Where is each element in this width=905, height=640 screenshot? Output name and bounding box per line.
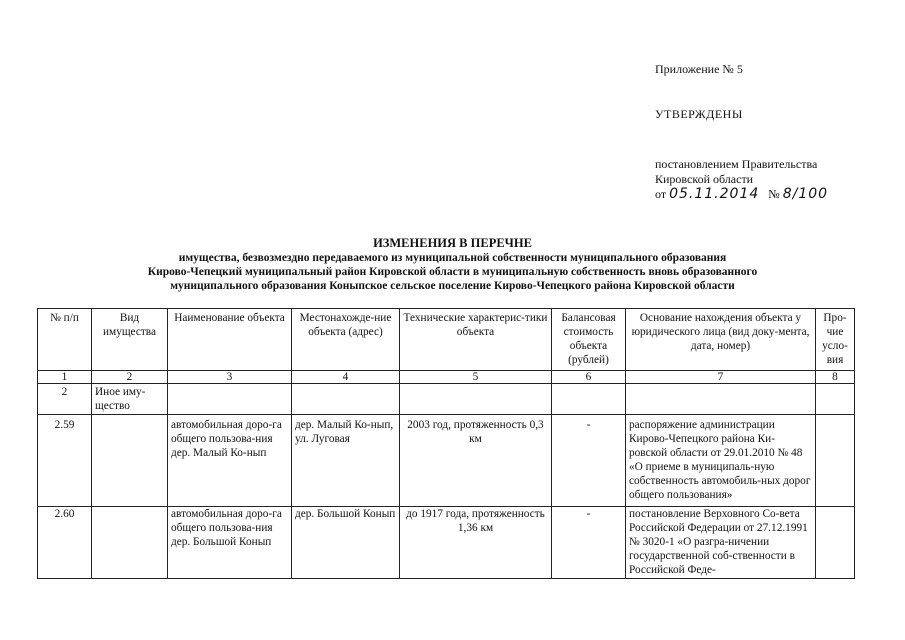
row-number: 2.59	[38, 415, 92, 507]
column-number: 4	[292, 371, 400, 384]
row-number: 2.60	[38, 507, 92, 579]
object-address: дер. Большой Конып	[292, 507, 400, 579]
balance-value: -	[552, 415, 626, 507]
object-name: автомобильная доро-га общего пользова-ния дер. Малый Ко-нып	[168, 415, 292, 507]
header-cell: Про-чие усло-вия	[816, 309, 855, 371]
from-prefix: от	[655, 187, 667, 201]
column-number: 6	[552, 371, 626, 384]
object-address: дер. Малый Ко-нып, ул. Луговая	[292, 415, 400, 507]
handwritten-number: 8/100	[782, 186, 829, 202]
header-cell: № п/п	[38, 309, 92, 371]
other-conditions	[816, 507, 855, 579]
title-heading: ИЗМЕНЕНИЯ В ПЕРЕЧНЕ	[373, 236, 532, 250]
section-kind: Иное иму-щество	[92, 384, 168, 415]
handwritten-date: 05.11.2014	[669, 186, 760, 202]
header-cell: Вид имущества	[92, 309, 168, 371]
object-name: автомобильная доро-га общего пользова-ния дер. Большой Конып	[168, 507, 292, 579]
balance-value: -	[552, 507, 626, 579]
appendix-label: Приложение № 5	[655, 62, 743, 76]
approved-label: УТВЕРЖДЕНЫ	[655, 107, 743, 121]
section-number: 2	[38, 384, 92, 415]
decree-line-1: постановлением Правительства	[655, 157, 818, 171]
column-number: 8	[816, 371, 855, 384]
other-conditions	[816, 415, 855, 507]
column-number: 7	[626, 371, 816, 384]
column-number: 5	[400, 371, 552, 384]
title-line-2: имущества, безвозмездно передаваемого из муниципальной собственности муниципального образования	[178, 252, 727, 264]
ownership-basis: постановление Верховного Со-вета Российской Федерации от 27.12.1991 № 3020-1 «О разгра-ничении государственной соб-ственности в Российской Феде-	[626, 507, 816, 579]
column-number-row	[38, 371, 855, 384]
table-header-row	[38, 309, 855, 371]
table-row	[38, 415, 855, 507]
title-line-4: муниципального образования Коныпское сельское поселение Кирово-Чепецкого района Кировской области	[170, 280, 735, 292]
technical-specs: 2003 год, протяженность 0,3 км	[400, 415, 552, 507]
property-kind	[92, 415, 168, 507]
header-cell: Местонахожде-ние объекта (адрес)	[292, 309, 400, 371]
header-cell: Основание нахождения объекта у юридического лица (вид доку-мента, дата, номер)	[626, 309, 816, 371]
section-row	[38, 384, 855, 415]
title-line-3: Кирово-Чепецкий муниципальный район Кировской области в муниципальную собственность вновь образованного	[147, 266, 758, 278]
ownership-basis: распоряжение администрации Кирово-Чепецкого района Ки-ровской области от 29.01.2010 № 48 «О приеме в муниципаль-ную собственность автомобиль-ных дорог общего пользования»	[626, 415, 816, 507]
header-cell: Технические характерис-тики объекта	[400, 309, 552, 371]
column-number: 2	[92, 371, 168, 384]
technical-specs: до 1917 года, протяженность 1,36 км	[400, 507, 552, 579]
header-cell: Балансовая стоимость объекта (рублей)	[552, 309, 626, 371]
header-cell: Наименование объекта	[168, 309, 292, 371]
number-prefix: №	[768, 187, 780, 201]
property-table	[37, 308, 855, 579]
column-number: 1	[38, 371, 92, 384]
decree-line-2: Кировской области	[655, 172, 754, 186]
property-kind	[92, 507, 168, 579]
table-row	[38, 507, 855, 579]
column-number: 3	[168, 371, 292, 384]
